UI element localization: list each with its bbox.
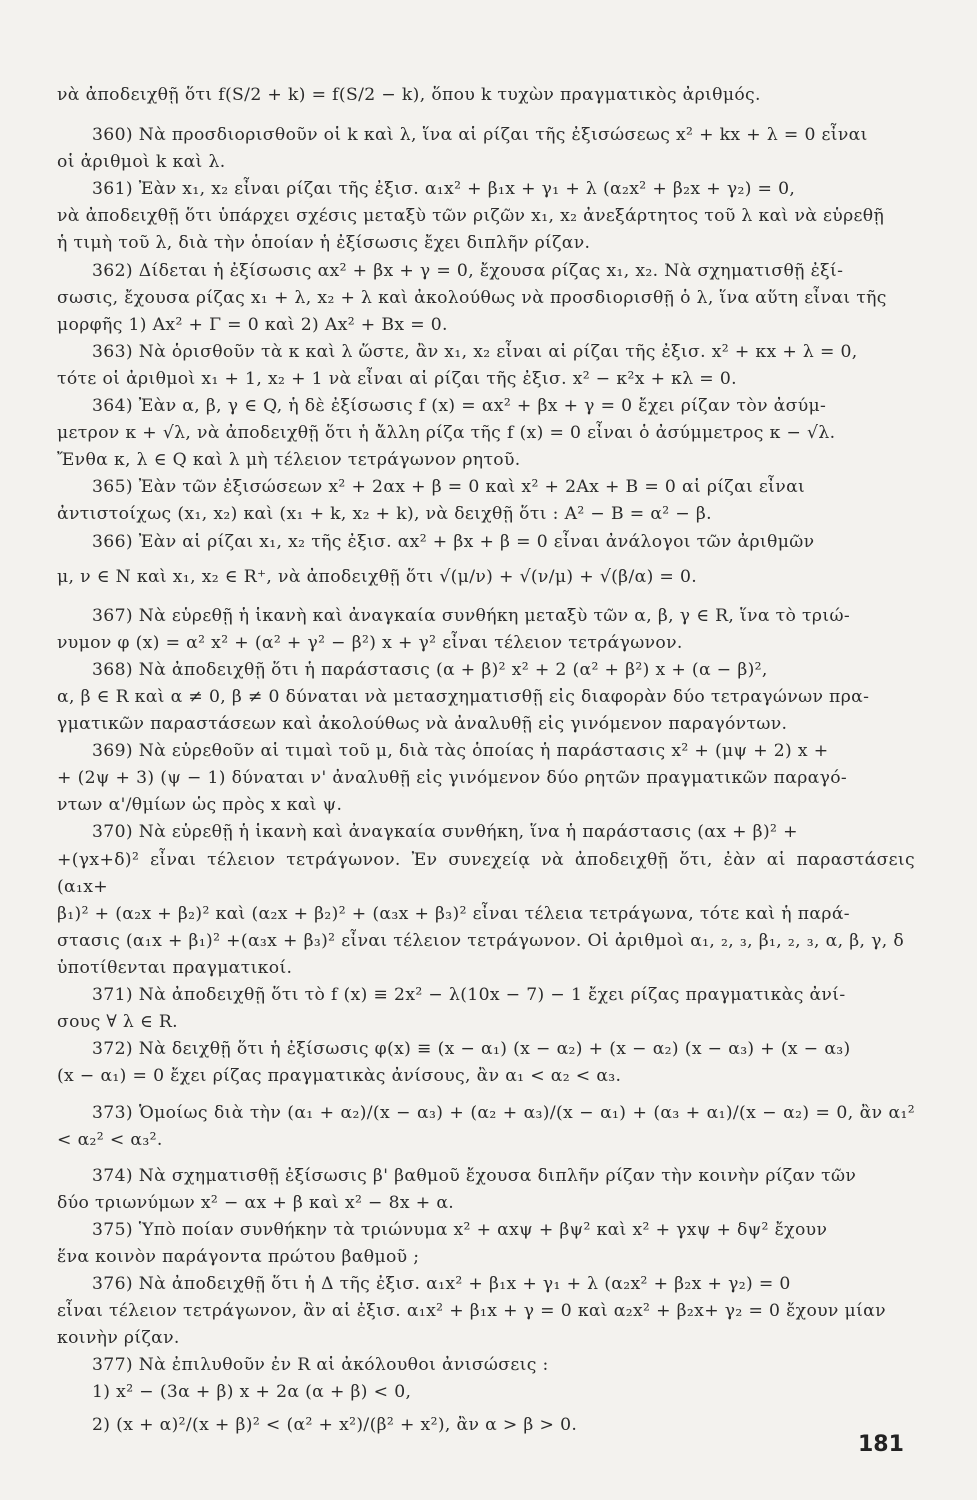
text-line: ντων α'/θμίων ὡς πρὸς x καὶ ψ. xyxy=(57,795,343,816)
text-line: σους ∀ λ ∈ R. xyxy=(57,1012,178,1033)
text-line: α, β ∈ R καὶ α ≠ 0, β ≠ 0 δύναται νὰ μετασχηματισθῇ εἰς διαφορὰν δύο τετραγώνων πρα- xyxy=(57,686,870,707)
text-line: + (2ψ + 3) (ψ − 1) δύναται ν' ἀναλυθῇ εἰς γινόμενον δύο ρητῶν πραγματικῶν παραγό- xyxy=(57,768,848,789)
text-line: +(γx+δ)² εἶναι τέλειον τετράγωνον. Ἐν συνεχείᾳ νὰ ἀποδειχθῇ ὅτι, ἐὰν αἱ παραστάσεις (α₁x+ xyxy=(57,849,915,897)
text-line: εἶναι τέλειον τετράγωνον, ἂν αἱ ἐξισ. α₁x² + β₁x + γ = 0 καὶ α₂x² + β₂x+ γ₂ = 0 ἔχουν μίαν xyxy=(57,1301,886,1322)
exercise-377: 377) Νὰ ἐπιλυθοῦν ἐν R αἱ ἀκόλουθοι ἀνισώσεις : xyxy=(92,1355,549,1376)
text-line: μορφῆς 1) Ax² + Γ = 0 καὶ 2) Ax² + Bx = 0. xyxy=(57,314,448,335)
text-line: σωσις, ἔχουσα ρίζας x₁ + λ, x₂ + λ καὶ ἀκολούθως νὰ προσδιορισθῇ ὁ λ, ἵνα αὕτη εἶναι τῆς xyxy=(57,287,887,308)
exercise-376: 376) Νὰ ἀποδειχθῇ ὅτι ἡ Δ τῆς ἐξισ. α₁x² + β₁x + γ₁ + λ (α₂x² + β₂x + γ₂) = 0 xyxy=(92,1273,791,1294)
exercise-362: 362) Δίδεται ἡ ἐξίσωσις αx² + βx + γ = 0, ἔχουσα ρίζας x₁, x₂. Νὰ σχηματισθῇ ἐξί- xyxy=(92,260,844,281)
text-line: οἱ ἀριθμοὶ k καὶ λ. xyxy=(57,152,226,173)
exercise-366: 366) Ἐὰν αἱ ρίζαι x₁, x₂ τῆς ἐξισ. αx² + βx + β = 0 εἶναι ἀνάλογοι τῶν ἀριθμῶν xyxy=(92,531,815,552)
exercise-373: 373) Ὁμοίως διὰ τὴν (α₁ + α₂)/(x − α₃) + (α₂ + α₃)/(x − α₁) + (α₃ + α₁)/(x − α₂) = 0, ἂν α₁² < α₂² < α₃². xyxy=(57,1103,915,1151)
inequality-1: 1) x² − (3α + β) x + 2α (α + β) < 0, xyxy=(92,1382,412,1403)
exercise-361: 361) Ἐὰν x₁, x₂ εἶναι ρίζαι τῆς ἐξισ. α₁x² + β₁x + γ₁ + λ (α₂x² + β₂x + γ₂) = 0, xyxy=(92,179,796,200)
page-number: 181 xyxy=(858,1432,904,1457)
exercise-363: 363) Νὰ ὁρισθοῦν τὰ κ καὶ λ ὥστε, ἂν x₁, x₂ εἶναι αἱ ρίζαι τῆς ἐξισ. x² + κx + λ = 0, xyxy=(92,341,858,362)
exercise-360: 360) Νὰ προσδιορισθοῦν οἱ k καὶ λ, ἵνα αἱ ρίζαι τῆς ἐξισώσεως x² + kx + λ = 0 εἶναι xyxy=(92,125,868,146)
text-line: νὰ ἀποδειχθῇ ὅτι f(S/2 + k) = f(S/2 − k), ὅπου k τυχὼν πραγματικὸς ἀριθμός. xyxy=(57,85,761,105)
text-line: μετρον κ + √λ, νὰ ἀποδειχθῇ ὅτι ἡ ἄλλη ρίζα τῆς f (x) = 0 εἶναι ὁ ἀσύμμετρος κ − √λ. xyxy=(57,423,836,444)
inequality-2: 2) (x + α)²/(x + β)² < (α² + x²)/(β² + x²), ἂν α > β > 0. xyxy=(92,1415,578,1436)
exercise-369: 369) Νὰ εὑρεθοῦν αἱ τιμαὶ τοῦ μ, διὰ τὰς ὁποίας ἡ παράστασις x² + (μψ + 2) x + xyxy=(92,741,829,762)
page-body xyxy=(57,82,915,1440)
exercise-375: 375) Ὑπὸ ποίαν συνθήκην τὰ τριώνυμα x² + αxψ + βψ² καὶ x² + γxψ + δψ² ἔχουν xyxy=(92,1219,828,1240)
text-line: νὰ ἀποδειχθῇ ὅτι ὑπάρχει σχέσις μεταξὺ τῶν ριζῶν x₁, x₂ ἀνεξάρτητος τοῦ λ καὶ νὰ εὑρεθῇ xyxy=(57,206,885,227)
exercise-370: 370) Νὰ εὑρεθῇ ἡ ἱκανὴ καὶ ἀναγκαία συνθήκη, ἵνα ἡ παράστασις (αx + β)² + xyxy=(92,822,798,843)
text-line: νυμον φ (x) = α² x² + (α² + γ² − β²) x + γ² εἶναι τέλειον τετράγωνον. xyxy=(57,632,683,653)
exercise-364: 364) Ἐὰν α, β, γ ∈ Q, ἡ δὲ ἐξίσωσις f (x) = αx² + βx + γ = 0 ἔχει ρίζαν τὸν ἀσύμ- xyxy=(92,396,827,417)
exercise-371: 371) Νὰ ἀποδειχθῇ ὅτι τὸ f (x) ≡ 2x² − λ(10x − 7) − 1 ἔχει ρίζας πραγματικὰς ἀνί- xyxy=(92,985,846,1005)
text-line: μ, ν ∈ N καὶ x₁, x₂ ∈ R⁺, νὰ ἀποδειχθῇ ὅτι √(μ/ν) + √(ν/μ) + √(β/α) = 0. xyxy=(57,566,698,587)
text-line: κοινὴν ρίζαν. xyxy=(57,1328,180,1349)
text-line: β₁)² + (α₂x + β₂)² καὶ (α₂x + β₂)² + (α₃x + β₃)² εἶναι τέλεια τετράγωνα, τότε καὶ ἡ παρά- xyxy=(57,903,850,924)
exercise-368: 368) Νὰ ἀποδειχθῇ ὅτι ἡ παράστασις (α + β)² x² + 2 (α² + β²) x + (α − β)², xyxy=(92,659,768,680)
text-line: στασις (α₁x + β₁)² +(α₃x + β₃)² εἶναι τέλειον τετράγωνον. Οἱ ἀριθμοὶ α₁, ₂, ₃, β₁, ₂, ₃, α, β, γ, δ xyxy=(57,930,905,951)
exercise-365: 365) Ἐὰν τῶν ἐξισώσεων x² + 2αx + β = 0 καὶ x² + 2Ax + B = 0 αἱ ρίζαι εἶναι xyxy=(92,477,806,498)
text-line: Ἔνθα κ, λ ∈ Q καὶ λ μὴ τέλειον τετράγωνον ρητοῦ. xyxy=(57,450,521,471)
text-line: (x − α₁) = 0 ἔχει ρίζας πραγματικὰς ἀνίσους, ἂν α₁ < α₂ < α₃. xyxy=(57,1066,622,1087)
text-line: ἕνα κοινὸν παράγοντα πρώτου βαθμοῦ ; xyxy=(57,1246,420,1267)
exercise-374: 374) Νὰ σχηματισθῇ ἐξίσωσις β' βαθμοῦ ἔχουσα διπλῆν ρίζαν τὴν κοινὴν ρίζαν τῶν xyxy=(92,1165,857,1186)
text-line: δύο τριωνύμων x² − αx + β καὶ x² − 8x + α. xyxy=(57,1192,455,1213)
exercise-367: 367) Νὰ εὑρεθῇ ἡ ἱκανὴ καὶ ἀναγκαία συνθήκη μεταξὺ τῶν α, β, γ ∈ R, ἵνα τὸ τριώ- xyxy=(92,605,850,626)
text-line: τότε οἱ ἀριθμοὶ x₁ + 1, x₂ + 1 νὰ εἶναι αἱ ρίζαι τῆς ἐξισ. x² − κ²x + κλ = 0. xyxy=(57,368,737,389)
text-line: ἀντιστοίχως (x₁, x₂) καὶ (x₁ + k, x₂ + k), νὰ δειχθῇ ὅτι : A² − B = α² − β. xyxy=(57,504,712,525)
exercise-372: 372) Νὰ δειχθῇ ὅτι ἡ ἐξίσωσις φ(x) ≡ (x − α₁) (x − α₂) + (x − α₂) (x − α₃) + (x − α₃) xyxy=(92,1039,851,1060)
text-line: γματικῶν παραστάσεων καὶ ἀκολούθως νὰ ἀναλυθῇ εἰς γινόμενον παραγόντων. xyxy=(57,714,788,735)
text-line: ὑποτίθενται πραγματικοί. xyxy=(57,957,293,978)
text-line: ἡ τιμὴ τοῦ λ, διὰ τὴν ὁποίαν ἡ ἐξίσωσις ἔχει διπλῆν ρίζαν. xyxy=(57,233,591,254)
